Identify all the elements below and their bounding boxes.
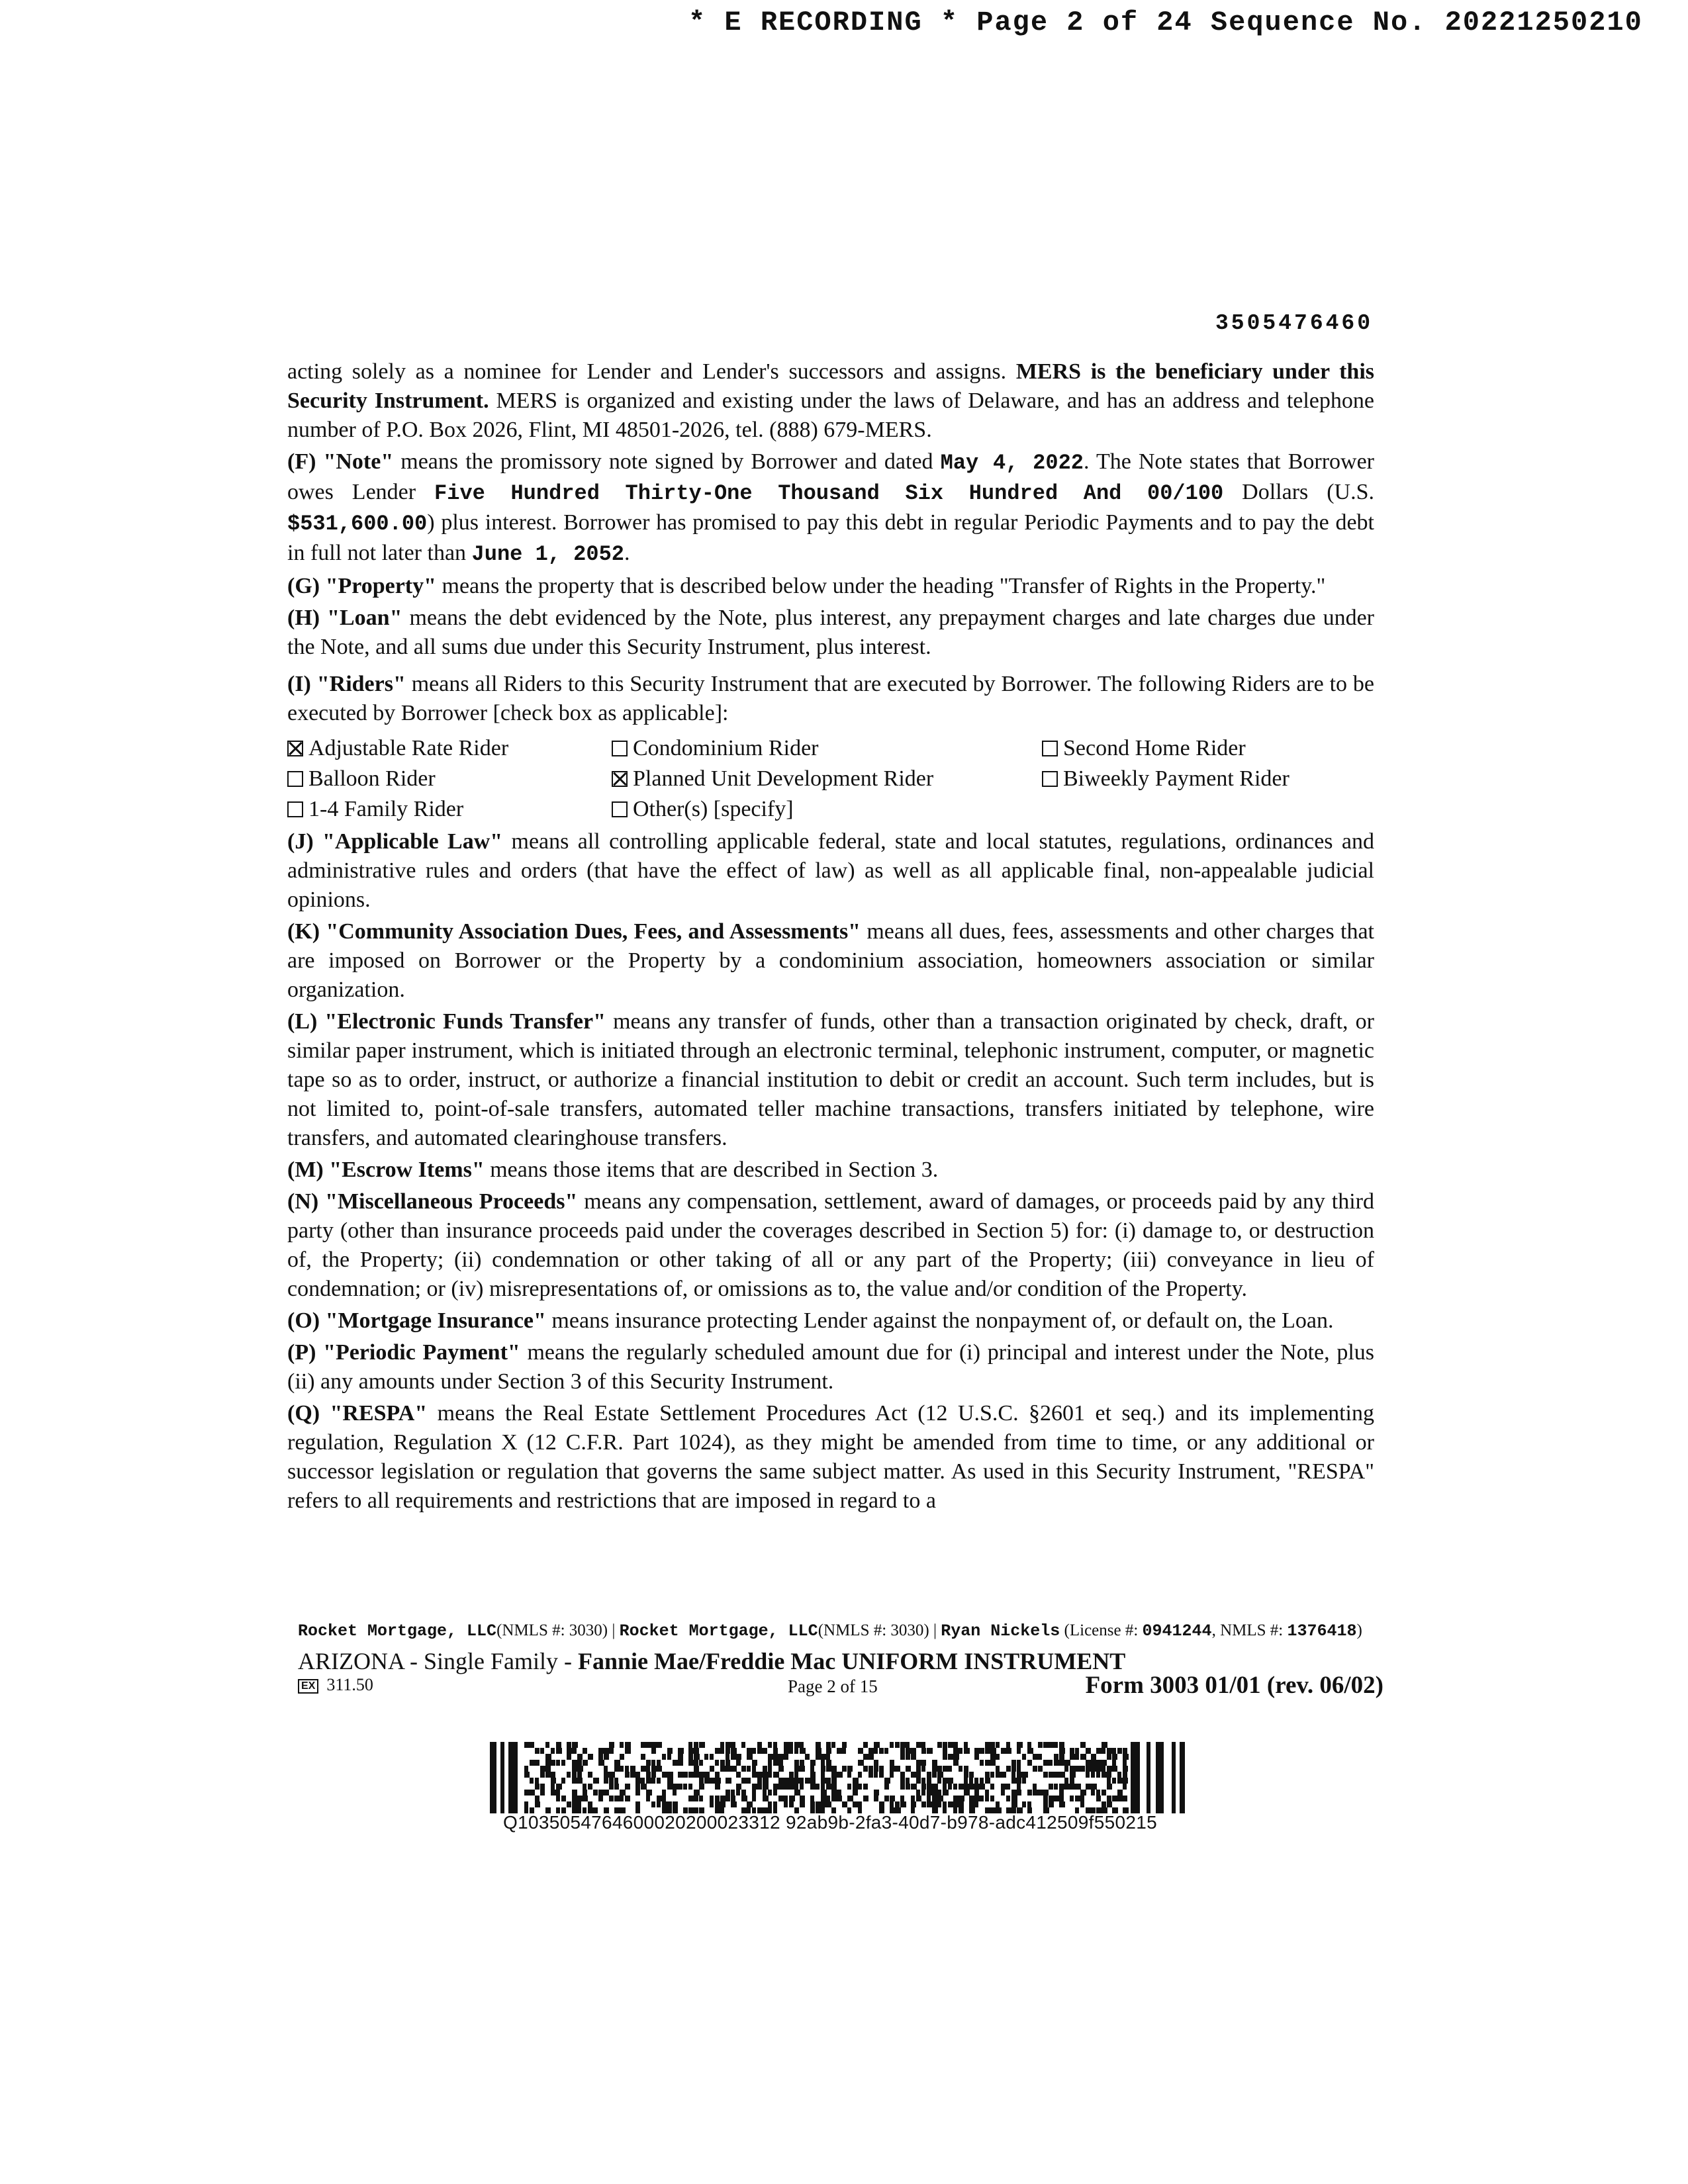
definition-label: (Q) "RESPA" — [287, 1401, 428, 1426]
form-number: Form 3003 01/01 (rev. 06/02) — [1085, 1672, 1383, 1699]
definition-community-association-dues — [287, 917, 1374, 1005]
rider-adjustable-rate — [287, 733, 612, 764]
page-counter: Page 2 of 15 — [788, 1676, 878, 1696]
loan-definition — [287, 604, 1374, 662]
definition-periodic-payment — [287, 1338, 1374, 1396]
definition-respa — [287, 1399, 1374, 1516]
riders-definition — [287, 670, 1374, 728]
state-name: ARIZONA — [298, 1648, 404, 1674]
form-code-value: 311.50 — [326, 1675, 373, 1694]
definition-label: (K) "Community Association Dues, Fees, and Assessments" — [287, 919, 861, 944]
rider-balloon — [287, 764, 612, 794]
definition-label: (M) "Escrow Items" — [287, 1158, 485, 1182]
rider-label: Second Home Rider — [1063, 736, 1246, 760]
definition-text: means the debt evidenced by the Note, plus interest, any prepayment charges and late charges due under the Note, and all sums due under this Security Instrument, plus interest. — [287, 606, 1375, 659]
rider-label: Balloon Rider — [308, 766, 436, 791]
note-date: May 4, 2022 — [940, 451, 1084, 475]
rider-label: Adjustable Rate Rider — [308, 736, 509, 760]
definition-text: Dollars (U.S. — [1223, 480, 1374, 504]
definition-escrow-items — [287, 1156, 1374, 1185]
form-code — [298, 1675, 373, 1695]
rider-other — [612, 794, 1042, 825]
definition-label: (J) "Applicable Law" — [287, 829, 503, 854]
checkbox-empty-icon — [612, 801, 628, 817]
definition-label: (G) "Property" — [287, 574, 437, 598]
lender-name: Rocket Mortgage, LLC — [298, 1621, 497, 1641]
definition-label: (F) "Note" — [287, 449, 394, 474]
license-label: (License #: — [1060, 1621, 1143, 1639]
definition-mortgage-insurance — [287, 1306, 1374, 1336]
definition-label: (N) "Miscellaneous Proceeds" — [287, 1189, 578, 1214]
note-amount: $531,600.00 — [287, 512, 428, 536]
rider-condominium — [612, 733, 1042, 764]
definition-text: means any compensation, settlement, award of damages, or proceeds paid by any third party (other than insurance proceeds paid under the coverages described in Section 5) for: (i) damage to, or destruction of, the Property; (ii) condemnation or other taking of all or any part of the Property; (iii) conveyance in lieu of condemnation; or (iv) misrepresentations of, or omissions as to, the value and/or condition of the Property. — [287, 1189, 1375, 1301]
rider-label: Planned Unit Development Rider — [633, 766, 934, 791]
definition-text: means the regularly scheduled amount due for (i) principal and interest under the Note, plus (ii) any amounts under Section 3 of this Security Instrument. — [287, 1340, 1375, 1394]
mers-beneficiary-statement: MERS is the beneficiary under this Security Instrument. — [287, 359, 1374, 413]
originator-nmls-number: 1376418 — [1287, 1621, 1357, 1641]
definition-text: means all Riders to this Security Instrument that are executed by Borrower. The following Riders are to be executed by Borrower [check box as applicable]: — [287, 672, 1374, 725]
nmls-text: (NMLS #: 3030) | — [496, 1621, 620, 1639]
barcode-text: Q1035054764600020200023312 92ab9b-2fa3-40d7-b978-adc412509f550215 — [503, 1812, 1157, 1833]
rider-second-home — [1042, 733, 1374, 764]
mers-address-text: MERS is organized and existing under the laws of Delaware, and has an address and telephone number of P.O. Box 2026, Flint, MI 48501-2026, tel. (888) 679-MERS. — [287, 388, 1374, 442]
rider-label: Condominium Rider — [633, 736, 819, 760]
checkbox-empty-icon — [287, 771, 303, 787]
definition-miscellaneous-proceeds — [287, 1187, 1374, 1304]
loan-originator-name: Ryan Nickels — [941, 1621, 1060, 1641]
checkbox-empty-icon — [612, 741, 628, 756]
lender-name: Rocket Mortgage, LLC — [619, 1621, 818, 1641]
rider-label: Biweekly Payment Rider — [1063, 766, 1289, 791]
rider-label: 1-4 Family Rider — [308, 797, 464, 821]
definition-text: means the Real Estate Settlement Procedures Act (12 U.S.C. §2601 et seq.) and its implementing regulation, Regulation X (12 C.F.R. Part 1024), as they might be amended from time to time, or any additional or successor legislation or regulation that governs the same subject matter. As used in this Security Instrument, "RESPA" refers to all requirements and restrictions that are imposed in regard to a — [287, 1401, 1374, 1513]
rider-biweekly-payment — [1042, 764, 1374, 794]
checkbox-checked-icon — [612, 771, 628, 787]
definition-text: means insurance protecting Lender against the nonpayment of, or default on, the Loan. — [545, 1308, 1334, 1333]
definition-text: . The Note states that Borrower owes Lender — [287, 449, 1374, 504]
note-amount-words: Five Hundred Thirty-One Thousand Six Hundred And 00/100 — [434, 481, 1224, 506]
definition-label: (H) "Loan" — [287, 606, 402, 630]
property-definition — [287, 572, 1374, 601]
checkbox-checked-icon — [287, 741, 303, 756]
definition-text: means all controlling applicable federal, state and local statutes, regulations, ordinances and administrative rules and orders (that have the effect of law) as well as all applicable final, non-appealable judicial opinions. — [287, 829, 1374, 912]
definition-label: (O) "Mortgage Insurance" — [287, 1308, 546, 1333]
mers-paragraph — [287, 357, 1374, 445]
checkbox-empty-icon — [1042, 771, 1058, 787]
nmls-text: , NMLS #: — [1211, 1621, 1288, 1639]
riders-checklist — [287, 733, 1374, 825]
definition-label: (I) "Riders" — [287, 672, 406, 696]
definition-electronic-funds-transfer — [287, 1007, 1374, 1153]
maturity-date: June 1, 2052 — [471, 542, 624, 567]
instrument-type: - Single Family - — [404, 1648, 578, 1674]
recording-header: * E RECORDING * Page 2 of 24 Sequence No. 20221250210 — [688, 7, 1643, 38]
page-footer — [298, 1620, 1383, 1703]
checkbox-empty-icon — [287, 801, 303, 817]
definition-text: means any transfer of funds, other than a transaction originated by check, draft, or similar paper instrument, which is initiated through an electronic terminal, telephonic instrument, computer, or magnetic tape so as to order, instruct, or authorize a financial institution to debit or credit an account. Such term includes, but is not limited to, point-of-sale transfers, automated teller machine transactions, transfers initiated by telephone, wire transfers, and automated clearinghouse transfers. — [287, 1009, 1374, 1150]
lender-identification — [298, 1620, 1383, 1642]
definition-text: means all dues, fees, assessments and other charges that are imposed on Borrower or the Property by a condominium association, homeowners association or similar organization. — [287, 919, 1374, 1002]
barcode-icon — [490, 1742, 1185, 1813]
definition-text: ) plus interest. Borrower has promised to pay this debt in regular Periodic Payments and to pay the debt in full not later than — [287, 510, 1374, 565]
license-number: 0941244 — [1142, 1621, 1212, 1641]
rider-1-4-family — [287, 794, 612, 825]
rider-planned-unit-development — [612, 764, 1042, 794]
checkbox-empty-icon — [1042, 741, 1058, 756]
definition-label: (L) "Electronic Funds Transfer" — [287, 1009, 606, 1034]
note-definition — [287, 447, 1374, 569]
definition-text: . — [624, 541, 630, 565]
definition-text: means the promissory note signed by Borrower and dated — [393, 449, 941, 474]
mers-text: acting solely as a nominee for Lender and Lender's successors and assigns. — [287, 359, 1016, 384]
rider-label: Other(s) [specify] — [633, 797, 794, 821]
document-body — [287, 357, 1374, 1518]
ellie-mae-ex-icon: EX — [298, 1679, 318, 1694]
nmls-text: ) — [1356, 1621, 1362, 1639]
definition-text: means the property that is described below under the heading "Transfer of Rights in the Property." — [436, 574, 1326, 598]
nmls-text: (NMLS #: 3030) | — [818, 1621, 941, 1639]
form-info-row — [298, 1672, 1383, 1703]
definition-label: (P) "Periodic Payment" — [287, 1340, 520, 1365]
uniform-instrument-label: Fannie Mae/Freddie Mac UNIFORM INSTRUMENT — [578, 1648, 1126, 1674]
loan-number: 3505476460 — [1215, 311, 1374, 336]
definition-text: means those items that are described in Section 3. — [484, 1158, 939, 1182]
definition-applicable-law — [287, 827, 1374, 915]
